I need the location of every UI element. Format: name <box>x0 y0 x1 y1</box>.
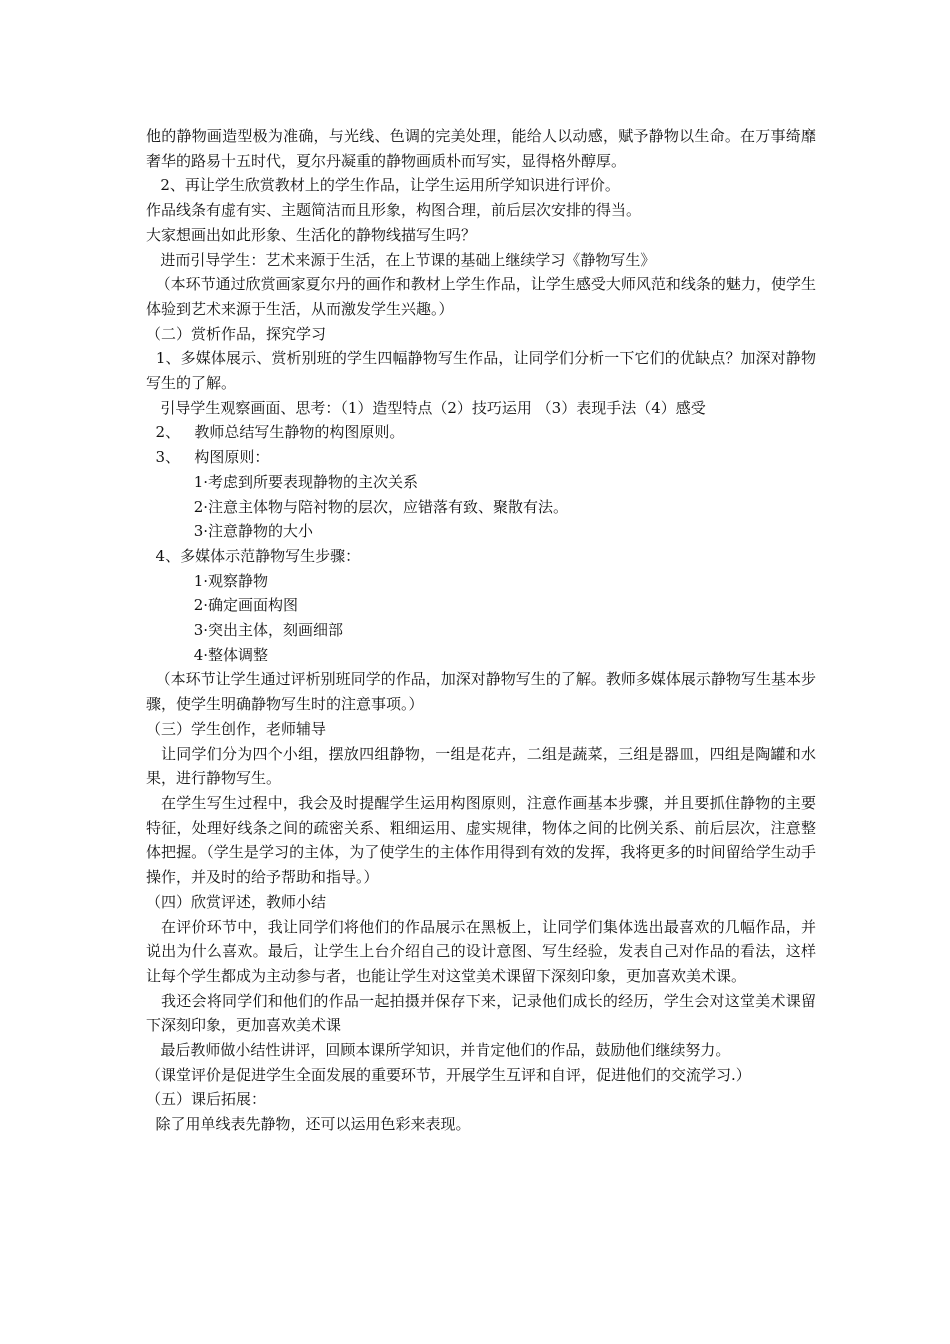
list-item-4-steps: 4、多媒体示范静物写生步骤： <box>146 546 361 565</box>
document-body <box>146 124 816 1137</box>
paragraph-photograph: 我还会将同学们和他们的作品一起拍摄并保存下来，记录他们成长的经历，学生会对这堂美术课留下深刻印象，更加喜欢美术课 <box>146 991 816 1035</box>
section-heading-4: （四）欣赏评述，教师小结 <box>146 892 327 911</box>
sub-item-step-4: 4·整体调整 <box>146 645 268 664</box>
paragraph-groups: 让同学们分为四个小组，摆放四组静物，一组是花卉，二组是蔬菜，三组是器皿，四组是陶罐和水果，进行静物写生。 <box>146 744 816 788</box>
paragraph-chardin-intro: 他的静物画造型极为准确，与光线、色调的完美处理，能给人以动感，赋予静物以生命。在万事绮靡奢华的路易十五时代，夏尔丹凝重的静物画质朴而写实，显得格外醇厚。 <box>146 127 816 170</box>
paragraph-note-2: （本环节让学生通过评析别班同学的作品，加深对静物写生的了解。教师多媒体展示静物写生基本步骤，使学生明确静物写生时的注意事项。） <box>146 670 816 714</box>
section-heading-5: （五）课后拓展： <box>146 1090 267 1109</box>
paragraph-line-quality: 作品线条有虚有实、主题简洁而且形象，构图合理，前后层次安排的得当。 <box>146 201 642 220</box>
list-item-3-principles: 3、 构图原则： <box>146 448 270 467</box>
paragraph-question: 大家想画出如此形象、生活化的静物线描写生吗？ <box>146 225 477 244</box>
paragraph-step-2-evaluate: 2、再让学生欣赏教材上的学生作品，让学生运用所学知识进行评价。 <box>146 176 620 195</box>
sub-item-step-3: 3·突出主体，刻画细部 <box>146 621 343 640</box>
paragraph-guide-students: 进而引导学生：艺术来源于生活，在上节课的基础上继续学习《静物写生》 <box>146 250 656 269</box>
sub-item-step-2: 2·确定画面构图 <box>146 596 298 615</box>
section-heading-3: （三）学生创作，老师辅导 <box>146 719 327 738</box>
paragraph-observe-think: 引导学生观察画面、思考：（1）造型特点（2）技巧运用 （3）表现手法（4）感受 <box>146 398 706 417</box>
paragraph-extension: 除了用单线表先静物，还可以运用色彩来表现。 <box>146 1115 471 1134</box>
list-item-2-summary: 2、 教师总结写生静物的构图原则。 <box>146 423 405 442</box>
paragraph-teacher-summary: 最后教师做小结性讲评，回顾本课所学知识，并肯定他们的作品，鼓励他们继续努力。 <box>146 1041 731 1060</box>
paragraph-note-3: （课堂评价是促进学生全面发展的重要环节，开展学生互评和自评，促进他们的交流学习.） <box>146 1065 751 1084</box>
section-heading-2: （二）赏析作品，探究学习 <box>146 324 327 343</box>
sub-item-step-1: 1·观察静物 <box>146 571 268 590</box>
paragraph-multimedia-display: 1、多媒体展示、赏析别班的学生四幅静物写生作品，让同学们分析一下它们的优缺点？加深对静物写生的了解。 <box>146 349 816 393</box>
sub-item-principle-2: 2·注意主体物与陪衬物的层次，应错落有致、聚散有法。 <box>146 497 569 516</box>
paragraph-sketch-process: 在学生写生过程中，我会及时提醒学生运用构图原则，注意作画基本步骤，并且要抓住静物的主要特征，处理好线条之间的疏密关系、粗细运用、虚实规律，物体之间的比例关系、前后层次，注意整体把握。（学生是学习的主体，为了使学生的主体作用得到有效的发挥，我将更多的时间留给学生动手操作，并及时的给予帮助和指导。） <box>146 793 816 887</box>
sub-item-principle-3: 3·注意静物的大小 <box>146 522 313 541</box>
paragraph-evaluation: 在评价环节中，我让同学们将他们的作品展示在黑板上，让同学们集体选出最喜欢的几幅作品，并说出为什么喜欢。最后，让学生上台介绍自己的设计意图、写生经验，发表自己对作品的看法，这样让每个学生都成为主动参与者，也能让学生对这堂美术课留下深刻印象，更加喜欢美术课。 <box>146 917 816 985</box>
paragraph-note-1: （本环节通过欣赏画家夏尔丹的画作和教材上学生作品，让学生感受大师风范和线条的魅力，使学生体验到艺术来源于生活，从而激发学生兴趣。） <box>146 275 816 318</box>
sub-item-principle-1: 1·考虑到所要表现静物的主次关系 <box>146 472 419 491</box>
